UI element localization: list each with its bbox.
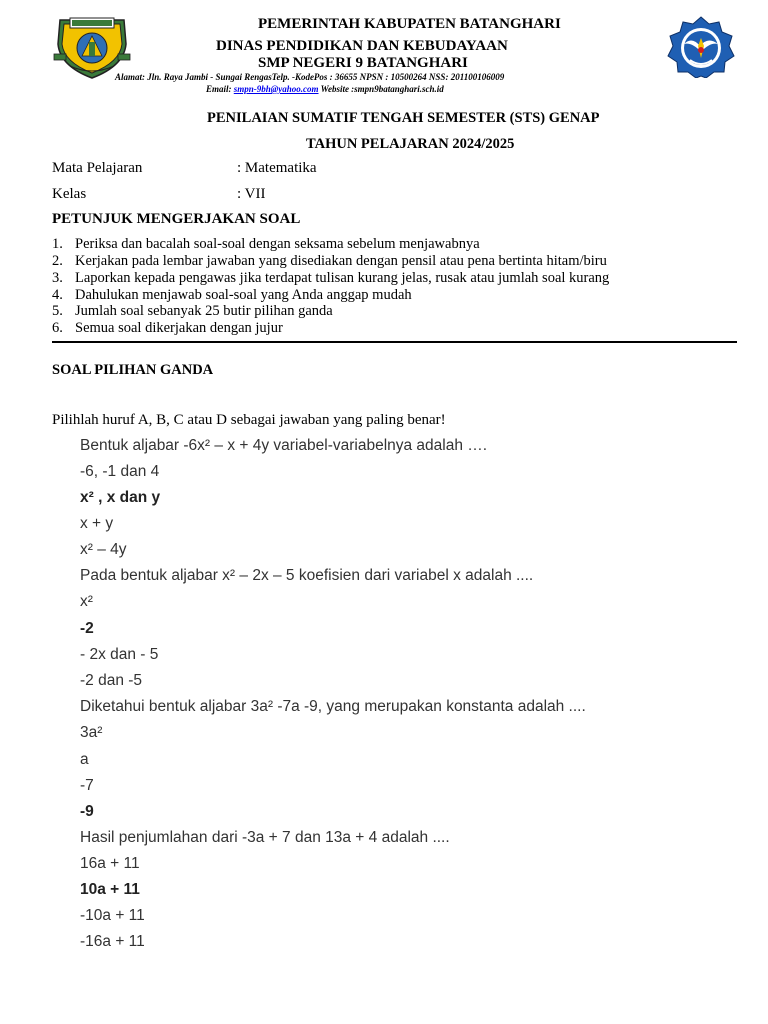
answer-option-correct[interactable]: 10a + 11 — [80, 881, 140, 898]
answer-option-correct[interactable]: -9 — [80, 803, 94, 820]
exam-title: PENILAIAN SUMATIF TENGAH SEMESTER (STS) GENAP — [207, 110, 600, 126]
answer-option[interactable]: -16a + 11 — [80, 933, 145, 950]
school-address: Alamat: Jln. Raya Jambi - Sungai RengasTelp. -KodePos : 36655 NPSN : 10500264 NSS: 201100106009 — [115, 72, 505, 82]
instruction-item — [52, 320, 283, 337]
education-ministry-logo — [666, 16, 736, 78]
header-line-department: DINAS PENDIDIKAN DAN KEBUDAYAAN — [216, 38, 508, 54]
website-text: Website :smpn9batanghari.sch.id — [320, 84, 444, 94]
academic-year: TAHUN PELAJARAN 2024/2025 — [306, 136, 515, 152]
instruction-text: Kerjakan pada lembar jawaban yang disediakan dengan pensil atau pena bertinta hitam/biru — [75, 253, 607, 269]
instruction-number: 1. — [52, 236, 63, 252]
instruction-item — [52, 253, 607, 270]
instruction-number: 3. — [52, 270, 63, 286]
instruction-number: 5. — [52, 303, 63, 319]
class-value: : VII — [237, 186, 266, 202]
instruction-item — [52, 236, 480, 253]
answer-option-correct[interactable]: x² , x dan y — [80, 489, 161, 506]
instruction-text: Dahulukan menjawab soal-soal yang Anda anggap mudah — [75, 287, 412, 303]
question-text: Pada bentuk aljabar x² – 2x – 5 koefisien dari variabel x adalah .... — [80, 567, 534, 584]
header-line-government: PEMERINTAH KABUPATEN BATANGHARI — [258, 16, 561, 32]
question-text: Bentuk aljabar -6x² – x + 4y variabel-variabelnya adalah …. — [80, 437, 488, 454]
district-logo — [52, 14, 132, 80]
email-link[interactable]: smpn-9bh@yahoo.com — [233, 84, 319, 94]
instructions-heading: PETUNJUK MENGERJAKAN SOAL — [52, 211, 301, 227]
answer-option[interactable]: -7 — [80, 777, 94, 794]
header-line-school: SMP NEGERI 9 BATANGHARI — [258, 55, 468, 71]
class-label: Kelas — [52, 186, 87, 202]
answer-option[interactable]: x² – 4y — [80, 541, 127, 558]
question-text: Diketahui bentuk aljabar 3a² -7a -9, yang merupakan konstanta adalah .... — [80, 698, 586, 715]
instruction-text: Semua soal dikerjakan dengan jujur — [75, 320, 283, 336]
answer-option[interactable]: x + y — [80, 515, 114, 532]
instruction-text: Jumlah soal sebanyak 25 butir pilihan ganda — [75, 303, 333, 319]
instruction-number: 2. — [52, 253, 63, 269]
section-divider — [52, 341, 737, 343]
answer-option[interactable]: -10a + 11 — [80, 907, 145, 924]
answer-option[interactable]: x² — [80, 593, 93, 610]
answer-option[interactable]: - 2x dan - 5 — [80, 646, 159, 663]
contact-line — [206, 84, 444, 94]
answer-option[interactable]: 16a + 11 — [80, 855, 140, 872]
instruction-text: Laporkan kepada pengawas jika terdapat tulisan kurang jelas, rusak atau jumlah soal kurang — [75, 270, 610, 286]
instruction-item — [52, 270, 609, 287]
instruction-number: 6. — [52, 320, 63, 336]
section-prompt: Pilihlah huruf A, B, C atau D sebagai jawaban yang paling benar! — [52, 412, 446, 428]
instruction-text: Periksa dan bacalah soal-soal dengan seksama sebelum menjawabnya — [75, 236, 480, 252]
subject-value: : Matematika — [237, 160, 317, 176]
email-label: Email: — [206, 84, 232, 94]
section-heading: SOAL PILIHAN GANDA — [52, 362, 214, 378]
instruction-item — [52, 303, 333, 320]
answer-option[interactable]: -2 dan -5 — [80, 672, 143, 689]
answer-option[interactable]: 3a² — [80, 724, 103, 741]
instruction-item — [52, 287, 412, 304]
answer-option-correct[interactable]: -2 — [80, 620, 94, 637]
instruction-number: 4. — [52, 287, 63, 303]
answer-option[interactable]: a — [80, 751, 89, 768]
subject-label: Mata Pelajaran — [52, 160, 143, 176]
answer-option[interactable]: -6, -1 dan 4 — [80, 463, 160, 480]
question-text: Hasil penjumlahan dari -3a + 7 dan 13a + 4 adalah .... — [80, 829, 450, 846]
